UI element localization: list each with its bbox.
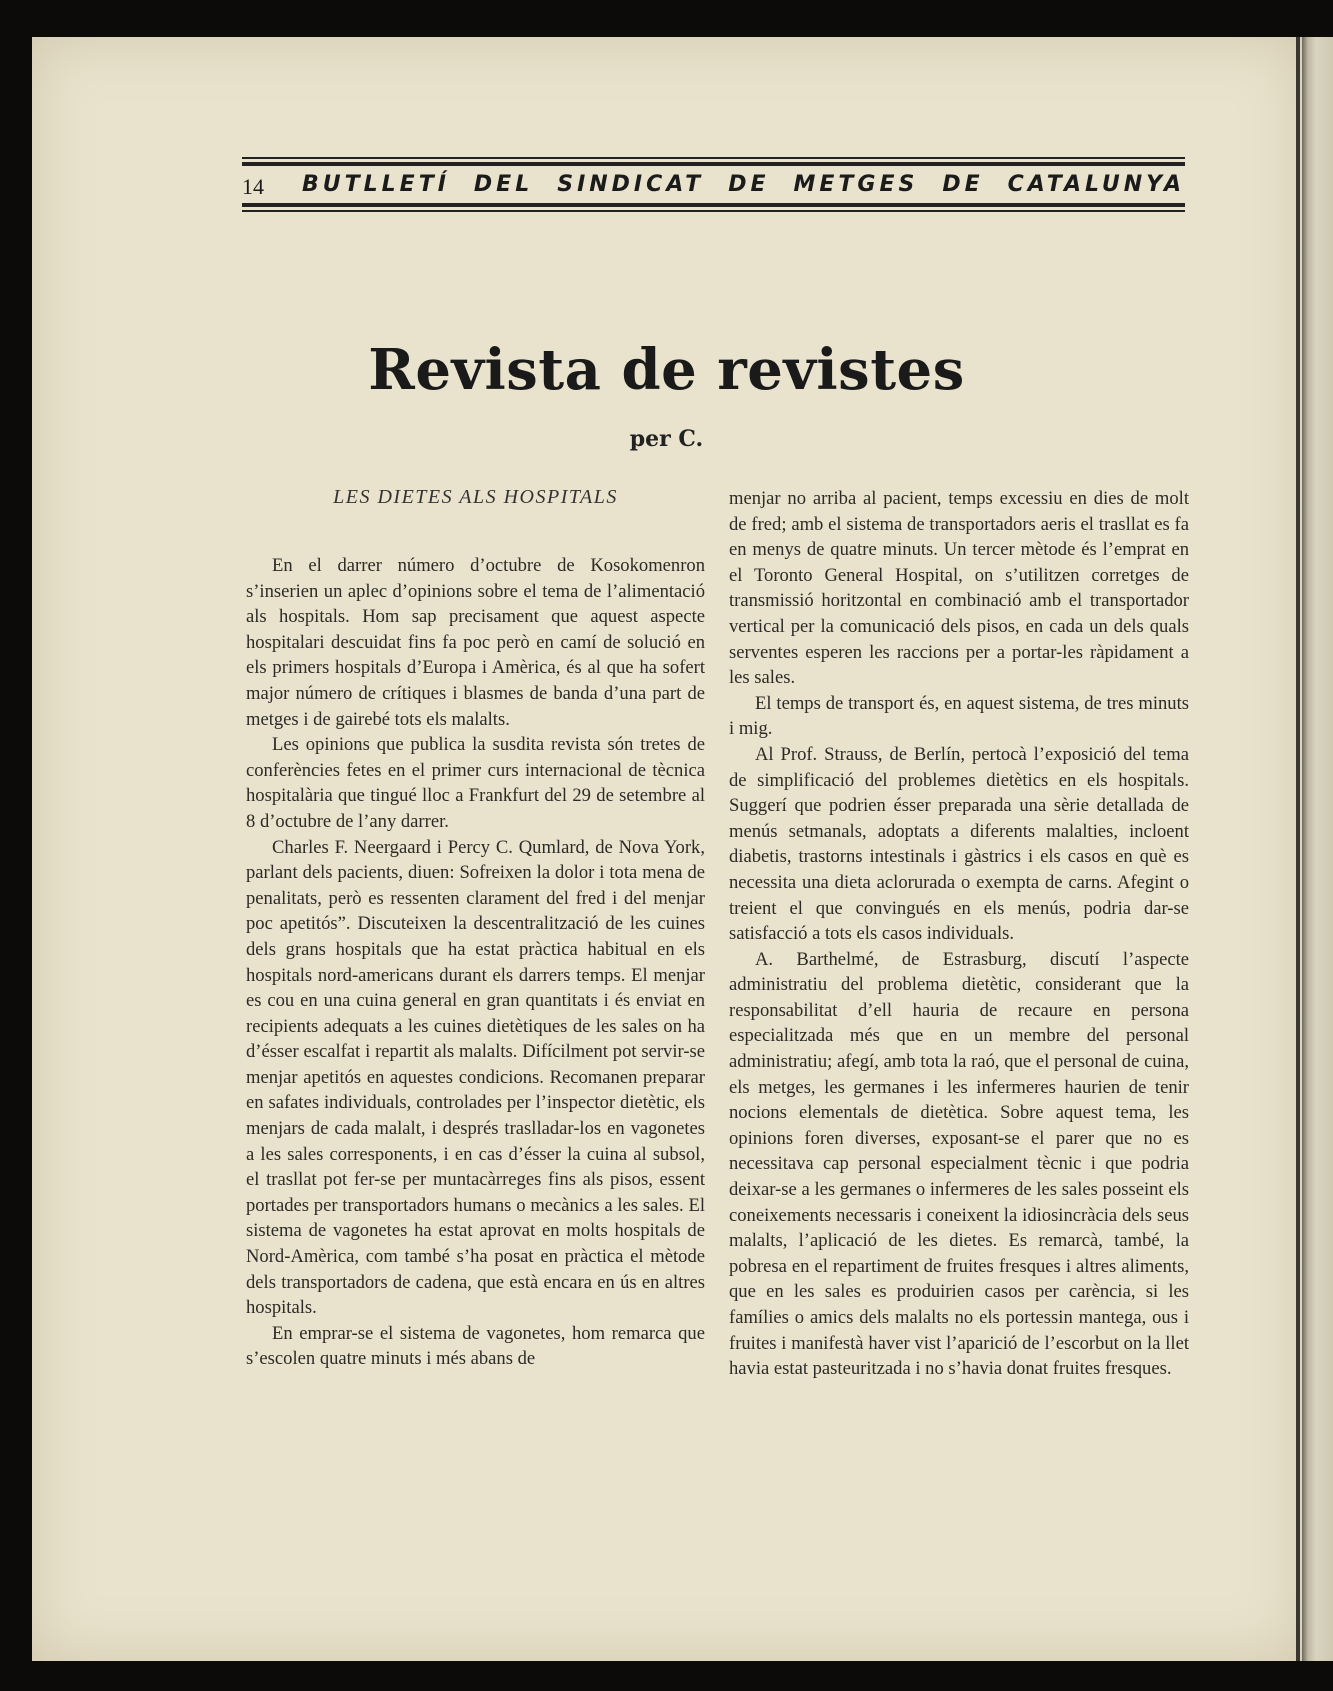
paragraph: Les opinions que publica la susdita revista són tretes de conferències fetes en el primer curs internacional de tècnica hospitalària que tingué lloc a Frankfurt del 29 de setembre al 8 d’octubre de l’any darrer. bbox=[246, 734, 705, 832]
paragraph: En el darrer número d’octubre de Kosokomenron s’inserien un aplec d’opinions sobre el tema de l’alimentació als hospitals. Hom sap precisament que aquest aspecte hospitalari descuidat fins fa poc però en camí de solució en els primers hospitals d’Europa i Amèrica, és al que ha sofert major número de crítiques i blasmes de banda d’una part de metges i de gairebé tots els malalts. bbox=[246, 555, 705, 730]
paragraph: El temps de transport és, en aquest sistema, de tres minuts i mig. bbox=[729, 692, 1189, 740]
journal-title-word: CATALUNYA bbox=[1007, 172, 1185, 197]
paragraph: En emprar-se el sistema de vagonetes, hom remarca que s’escolen quatre minuts i més abans de bbox=[246, 1322, 705, 1370]
article-byline: per C. bbox=[629, 426, 704, 452]
paragraph: A. Barthelmé, de Estrasburg, discutí l’aspecte administratiu del problema dietètic, considerant que la responsabilitat d’ell hauria de recaure en persona especialitzada més que en un membre del personal administratiu; afegí, amb tota la raó, que el personal de cuina, els metges, les germanes i les infermeres haurien de tenir nocions elementals de dietètica. Sobre aquest tema, les opinions foren diverses, exposant-se el parer que no es necessitava cap personal especialment tècnic i que podria deixar-se a les germanes o infermeres de les sales posseint els coneixements necessaris i coneixent la idiosincràcia dels seus malalts, l’aplicació de les dietes. Es remarcà, també, la pobresa en el repartiment de fruites fresques i altres aliments, que en les sales es produirien casos per carència, si les famílies o amics dels malalts no els portessin mantega, ous i fruites i manifestà haver vist l’aparició de l’escorbut on la llet havia estat pasteuritzada i no s’havia donat fruites fresques. bbox=[729, 948, 1189, 1380]
left-column bbox=[246, 553, 705, 1372]
journal-title-word: DE bbox=[728, 172, 770, 197]
article-title: Revista de revistes bbox=[368, 337, 965, 403]
journal-title-word: METGES bbox=[793, 172, 919, 197]
header-rule-bottom bbox=[242, 203, 1185, 207]
journal-title-word: DEL bbox=[473, 172, 534, 197]
adjacent-page-edge bbox=[1302, 37, 1333, 1661]
running-header bbox=[242, 172, 1185, 202]
paragraph: Al Prof. Strauss, de Berlín, pertocà l’exposició del tema de simplificació del problemes dietètics en els hospitals. Suggerí que podrien ésser preparada una sèrie detallada de menús setmanals, adoptats a diferents malalties, incloent diabetis, trastorns intestinals i gàstrics i els casos en què es necessita una dieta aclorurada o exempta de carns. Afegint o treient el que convingués en els menús, podria dar-se satisfacció a tots els casos individuals. bbox=[729, 743, 1189, 945]
journal-title-word: SINDICAT bbox=[557, 172, 705, 197]
header-rule-top bbox=[242, 162, 1185, 166]
page-gutter bbox=[1296, 37, 1300, 1661]
journal-title-word: BUTLLETÍ bbox=[302, 172, 450, 197]
section-heading: LES DIETES ALS HOSPITALS bbox=[333, 486, 618, 508]
journal-title bbox=[302, 172, 1185, 197]
header-rule-bottom-thin bbox=[242, 210, 1185, 212]
paragraph: menjar no arriba al pacient, temps excessiu en dies de molt de fred; amb el sistema de transportadors aeris el trasllat es fa en menys de quatre minuts. Un tercer mètode és l’emprat en el Toronto General Hospital, on s’utilitzen corretges de transmissió horitzontal en combinació amb el transportador vertical per la comunicació dels pisos, en cada un dels quals serventes esperen les raccions per a portar-les ràpidament a les sales. bbox=[729, 488, 1189, 689]
right-column bbox=[729, 486, 1189, 1382]
page-number: 14 bbox=[242, 174, 264, 199]
paragraph: Charles F. Neergaard i Percy C. Qumlard, de Nova York, parlant dels pacients, diuen: Sofreixen la dolor i tota mena de penalitats, però es ressenten clarament del fred i del menjar poc apetitós”. Discuteixen la descentralització de les cuines dels grans hospitals que ha estat pràctica habitual en els hospitals nord-americans durant els darrers temps. El menjar es cou en una cuina general en gran quantitats i és enviat en recipients adequats a les cuines dietètiques de les sales on ha d’ésser escalfat i repartit als malalts. Difícilment pot servir-se menjar apetitós en aquestes condicions. Recomanen preparar en safates individuals, controlades per l’inspector dietètic, els menjars de cada malalt, i després traslladar-los en vagonetes a les sales corresponents, i en cas d’ésser la cuina al subsol, el trasllat pot fer-se per muntacàrreges fins als pisos, essent portades per transportadors humans o mecànics a les sales. El sistema de vagonetes ha estat aprovat en molts hospitals de Nord-Amèrica, com també s’ha posat en pràctica el mètode dels transportadors de cadena, que està encara en ús en altres hospitals. bbox=[246, 836, 705, 1319]
journal-title-word: DE bbox=[942, 172, 984, 197]
header-rule-top-thin bbox=[242, 157, 1185, 159]
